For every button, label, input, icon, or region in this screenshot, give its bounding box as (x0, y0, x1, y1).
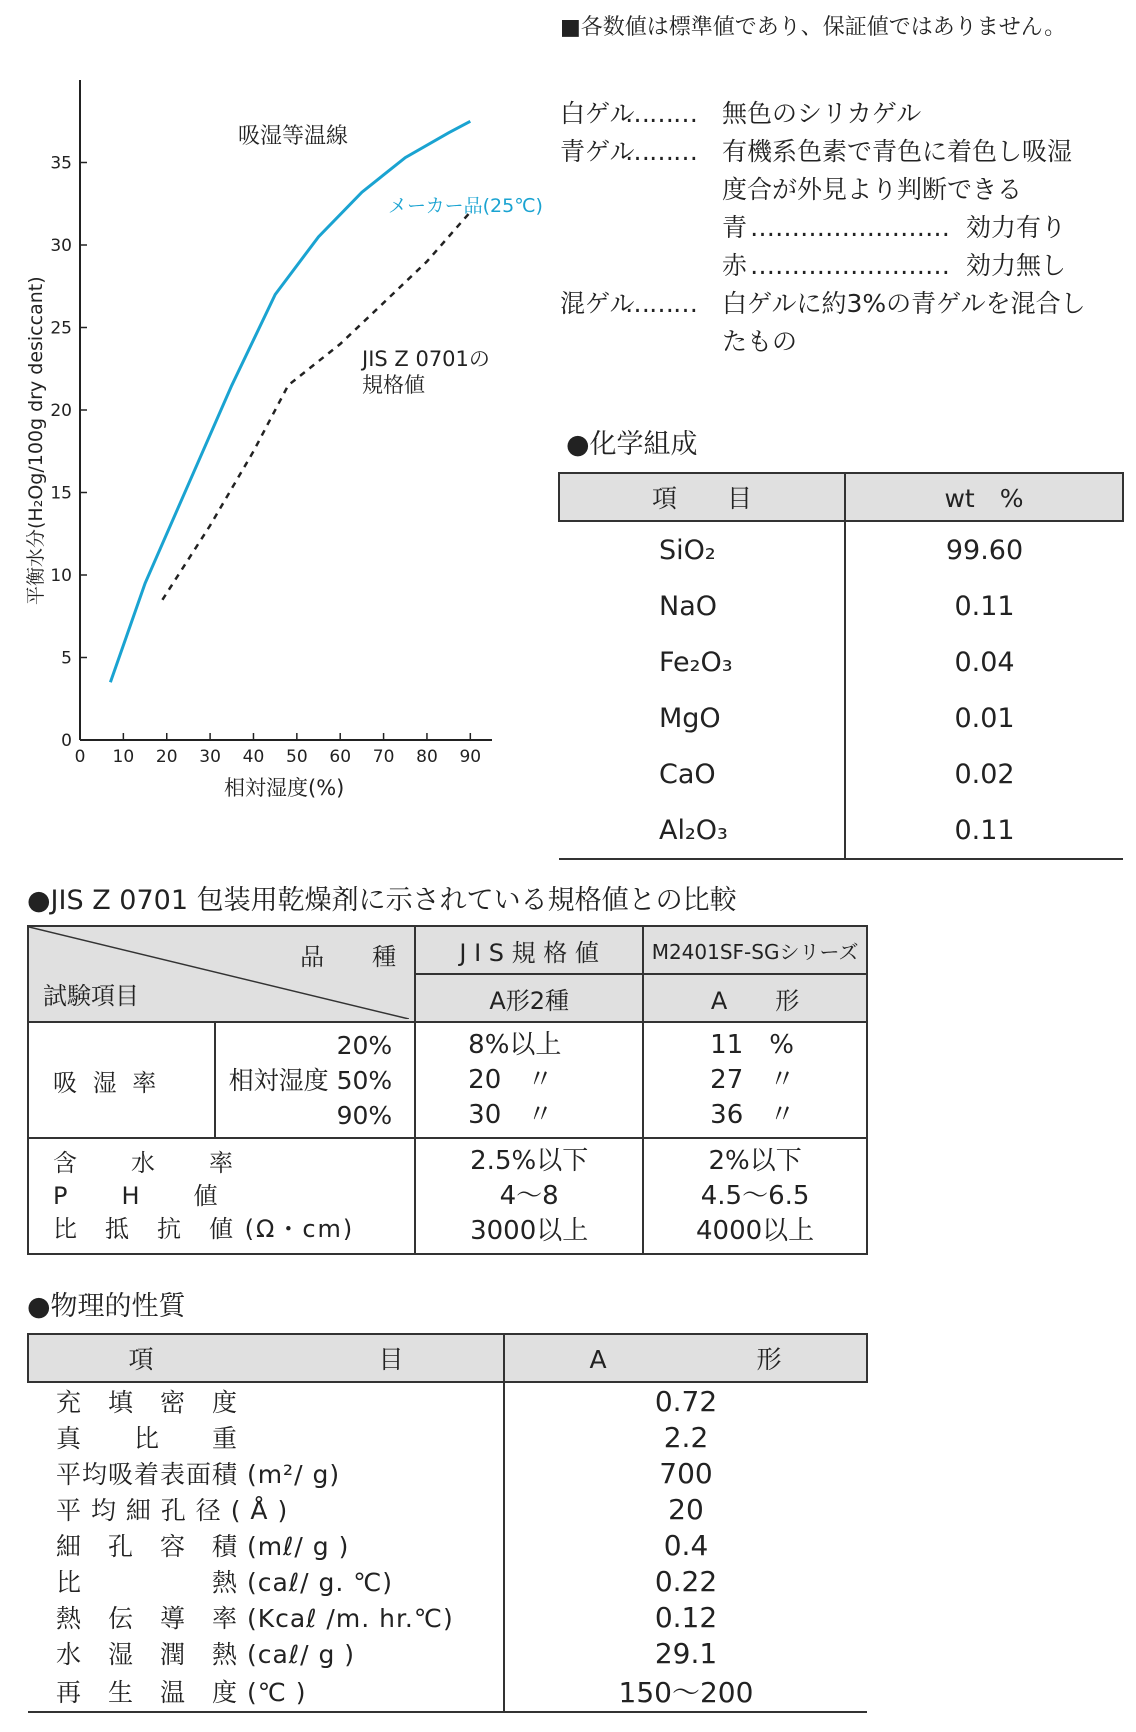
phys-value: 20 (668, 1492, 704, 1526)
table-row (28, 1382, 867, 1419)
legend-desc: たもの (722, 327, 798, 356)
y-tick-label: 10 (50, 566, 72, 586)
jis-20: 8%以上 (468, 1029, 562, 1060)
legend-desc: 有機系色素で青色に着色し吸湿 (722, 137, 1073, 166)
phys-value: 29.1 (654, 1636, 718, 1670)
table-row (28, 1527, 867, 1563)
table-row (559, 802, 1123, 859)
phys-item: 充 填 密 度 (28, 1382, 504, 1419)
chem-value: 0.04 (954, 646, 1015, 678)
phys-item: 水 湿 潤 熱 (caℓ/ g ) (28, 1635, 504, 1671)
physical-title: ●物理的性質 (27, 1291, 186, 1322)
chem-item: NaO (559, 578, 845, 634)
isotherm-chart (0, 70, 560, 830)
leader-dots: …………………… (750, 251, 950, 280)
rh-20: 20% (336, 1030, 393, 1060)
chemical-title: ●化学組成 (566, 429, 698, 460)
series-line-1 (162, 212, 470, 600)
state-value: 効力無し (966, 251, 1067, 280)
jis-title: ●JIS Z 0701 包装用乾燥剤に示されている規格値との比較 (27, 885, 737, 916)
jis-other (415, 1138, 643, 1254)
legend-desc: 無色のシリカゲル (722, 99, 922, 128)
y-tick-label: 25 (50, 318, 72, 339)
chemical-table (558, 472, 1124, 860)
diagonal-header (28, 926, 415, 1022)
jis-90: 30 〃 (468, 1099, 554, 1130)
phys-value: 0.72 (654, 1384, 718, 1418)
rh-50: 相対湿度 50% (228, 1065, 393, 1095)
state-value: 効力有り (966, 213, 1067, 242)
resist-label: 比 抵 抗 値 (Ω・cm) (53, 1214, 355, 1243)
leader-dots: …………………… (750, 213, 950, 242)
state-label: 赤 (722, 251, 748, 280)
jis-table (27, 925, 868, 1255)
jis-50: 20 〃 (468, 1064, 554, 1095)
physical-table (27, 1333, 868, 1713)
x-tick-label: 90 (459, 747, 482, 767)
legend-term: 混ゲル (560, 289, 635, 318)
disclaimer-note: ■各数値は標準値であり、保証値ではありません。 (560, 15, 1067, 40)
head-kind: 品 種 (300, 943, 397, 971)
phys-value: 0.22 (654, 1564, 718, 1598)
legend-desc: 度合が外見より判断できる (722, 175, 1023, 204)
chem-value: 0.01 (954, 702, 1015, 734)
head-item: 試験項目 (43, 982, 139, 1010)
phys-value: 2.2 (663, 1420, 709, 1454)
phys-item: 平均吸着表面積 (m²/ g) (28, 1455, 504, 1491)
phys-item: 真 比 重 (28, 1419, 504, 1455)
chem-value: 0.02 (954, 758, 1015, 790)
header-a: A 形 (504, 1334, 867, 1382)
x-tick-label: 10 (112, 747, 135, 767)
jis-annotation-line1: JIS Z 0701の (362, 347, 490, 371)
sub-jis: A形2種 (415, 974, 643, 1022)
phys-value: 700 (659, 1456, 713, 1490)
legend-desc: 白ゲルに約3%の青ゲルを混合し (722, 289, 1086, 318)
leader-dots: ……… (625, 99, 697, 128)
rh-values (215, 1022, 415, 1138)
chem-item: MgO (559, 690, 845, 746)
table-row (28, 1419, 867, 1455)
table-row (559, 578, 1123, 634)
phys-item: 平 均 細 孔 径 ( Å ) (28, 1491, 504, 1527)
jis-moist: 2.5%以下 (470, 1145, 589, 1176)
header-item: 項 目 (28, 1334, 504, 1382)
jis-annotation-line2: 規格値 (362, 373, 425, 397)
x-tick-label: 40 (242, 747, 265, 767)
ph-label: P H 値 (53, 1181, 220, 1210)
table-row (559, 634, 1123, 690)
header-item: 項 目 (559, 473, 845, 521)
other-labels (28, 1138, 415, 1254)
table-row (559, 690, 1123, 746)
jis-resist: 3000以上 (470, 1215, 589, 1246)
sg-absorb (643, 1022, 867, 1138)
phys-item: 細 孔 容 積 (mℓ/ g ) (28, 1527, 504, 1563)
sg-ph: 4.5〜6.5 (700, 1180, 810, 1211)
table-row (28, 1563, 867, 1599)
x-tick-label: 60 (329, 747, 352, 767)
phys-value: 150〜200 (504, 1671, 867, 1712)
phys-item: 熱 伝 導 率 (Kcaℓ /m. hr.℃) (28, 1599, 504, 1635)
table-row (28, 1635, 867, 1671)
chart-title: 吸湿等温線 (238, 124, 349, 149)
legend-term: 白ゲル (560, 99, 635, 128)
chem-item: SiO₂ (559, 521, 845, 578)
sg-resist: 4000以上 (696, 1215, 815, 1246)
jis-absorb (415, 1022, 643, 1138)
leader-dots: ……… (625, 289, 697, 318)
y-tick-label: 30 (50, 236, 72, 256)
head-jis: J I S 規 格 値 (415, 926, 643, 974)
phys-value: 0.4 (663, 1528, 709, 1562)
table-row (28, 1671, 867, 1712)
maker-annotation: メーカー品(25℃) (388, 195, 543, 217)
x-tick-label: 30 (199, 747, 221, 767)
leader-dots: ……… (625, 137, 697, 166)
sg-50: 27 〃 (710, 1064, 796, 1095)
y-tick-label: 5 (61, 648, 72, 669)
header-wt: wt % (845, 473, 1123, 521)
chem-item: CaO (559, 746, 845, 802)
phys-item: 比 熱 (caℓ/ g. ℃) (28, 1563, 504, 1599)
x-tick-label: 50 (286, 747, 308, 767)
moist-label: 含 水 率 (53, 1148, 235, 1177)
table-row (28, 1491, 867, 1527)
x-tick-label: 80 (416, 747, 438, 767)
y-axis-label: 平衡水分(H₂Og/100g dry desiccant) (25, 276, 47, 605)
chem-value: 0.11 (845, 802, 1123, 859)
y-tick-label: 0 (61, 731, 72, 751)
table-row (559, 746, 1123, 802)
y-tick-label: 35 (50, 153, 72, 174)
sub-sg: A 形 (643, 974, 867, 1022)
phys-item: 再 生 温 度 (℃ ) (28, 1671, 504, 1712)
phys-value: 0.12 (654, 1600, 718, 1634)
table-row (28, 1455, 867, 1491)
sg-moist: 2%以下 (708, 1145, 802, 1176)
chem-value: 0.11 (954, 590, 1015, 622)
x-axis-label: 相対湿度(%) (224, 776, 345, 800)
head-sg: M2401SF-SGシリーズ (643, 926, 867, 974)
sg-90: 36 〃 (710, 1099, 796, 1130)
rh-90: 90% (336, 1100, 393, 1130)
absorb-label: 吸 湿 率 (28, 1022, 215, 1138)
sg-other (643, 1138, 867, 1254)
chem-item: Al₂O₃ (559, 802, 845, 859)
table-row (28, 1599, 867, 1635)
chem-value: 99.60 (945, 534, 1024, 566)
chem-item: Fe₂O₃ (559, 634, 845, 690)
y-tick-label: 15 (50, 483, 72, 504)
y-tick-label: 20 (50, 401, 72, 421)
x-tick-label: 0 (74, 747, 86, 767)
legend-term: 青ゲル (560, 137, 635, 166)
state-label: 青 (722, 213, 748, 242)
x-tick-label: 70 (372, 747, 395, 767)
x-tick-label: 20 (155, 747, 178, 767)
table-row (559, 521, 1123, 578)
jis-ph: 4〜8 (499, 1180, 559, 1211)
sg-20: 11 % (710, 1029, 794, 1060)
